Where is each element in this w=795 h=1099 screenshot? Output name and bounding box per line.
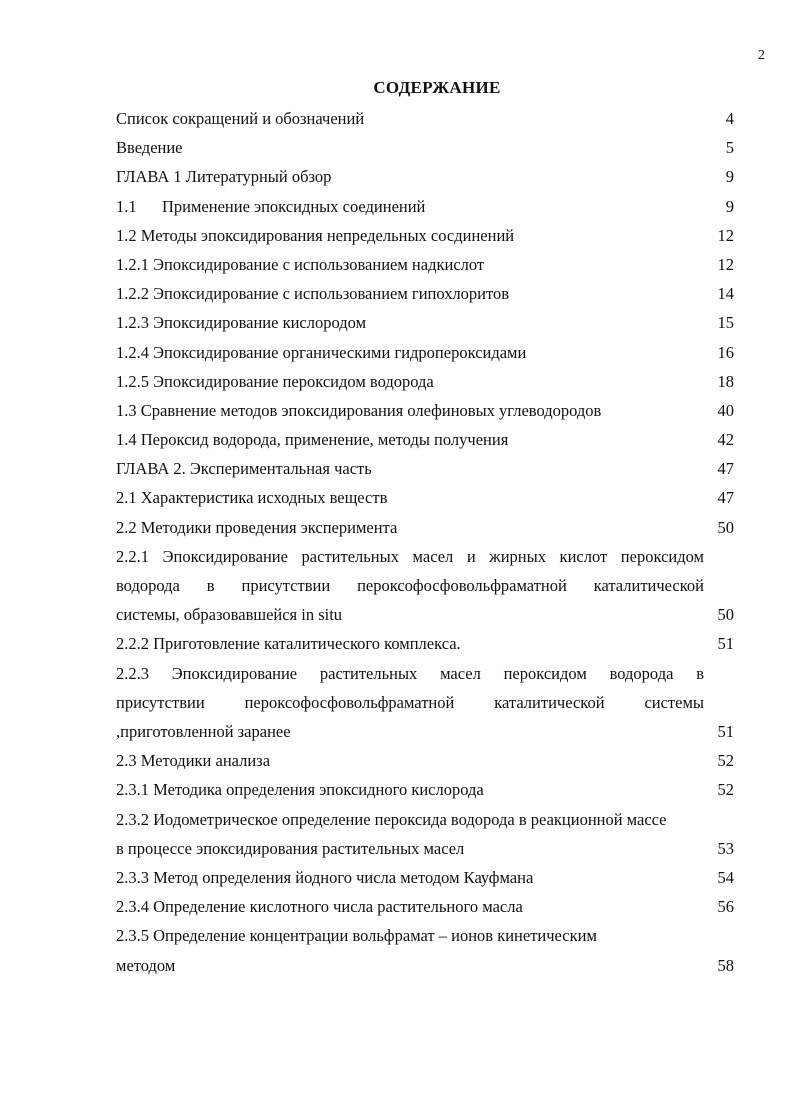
table-of-contents xyxy=(116,104,740,980)
toc-entry-2-3-2 xyxy=(116,805,740,863)
toc-entry-line: 2.3.2 Иодометрическое определение пероксида водорода в реакционной массе xyxy=(116,809,667,829)
toc-entry: 1.1 Применение эпоксидных соединений 9 xyxy=(116,196,734,216)
toc-entry-line: 2.2.3 Эпоксидирование растительных масел пероксидом водорода в xyxy=(116,663,704,683)
toc-title: СОДЕРЖАНИЕ xyxy=(373,78,501,97)
toc-entry-line: водорода в присутствии пероксофосфовольфраматной каталитической xyxy=(116,576,704,596)
toc-entry: Введение 5 xyxy=(116,138,734,158)
toc-entry: 1.2.2 Эпоксидирование с использованием гипохлоритов 14 xyxy=(116,284,734,304)
toc-entry: 2.3.4 Определение кислотного числа растительного масла 56 xyxy=(116,897,734,917)
toc-entry: 2.3 Методики анализа 52 xyxy=(116,751,734,771)
toc-entry: Список сокращений и обозначений 4 xyxy=(116,109,734,128)
toc-entry: 2.2.2 Приготовление каталитического комплекса. 51 xyxy=(116,634,734,654)
toc-entry: 1.2.5 Эпоксидирование пероксидом водорода 18 xyxy=(116,371,734,391)
toc-entry-line: ,приготовленной заранее 51 xyxy=(116,722,734,741)
toc-entry: 2.1 Характеристика исходных веществ 47 xyxy=(116,488,734,508)
toc-entry: 1.2.1 Эпоксидирование с использованием надкислот 12 xyxy=(116,254,734,274)
toc-entry-2-2-1 xyxy=(116,542,740,630)
toc-entry-2-2-3 xyxy=(116,659,740,747)
toc-entry-line: системы, образовавшейся in situ 50 xyxy=(116,605,734,625)
toc-entry: 2.2 Методики проведения эксперимента 50 xyxy=(116,517,734,537)
toc-entry: ГЛАВА 1 Литературный обзор 9 xyxy=(116,167,734,187)
toc-entry-line: методом 58 xyxy=(116,955,734,975)
toc-entry-line: 2.3.5 Определение концентрации вольфрамат – ионов кинетическим xyxy=(116,926,597,946)
toc-entry: 1.3 Сравнение методов эпоксидирования олефиновых углеводородов 40 xyxy=(116,400,734,420)
toc-entry: 1.4 Пероксид водорода, применение, методы получения 42 xyxy=(116,430,734,450)
page-number: 2 xyxy=(758,48,765,63)
toc-entry-line: 2.2.1 Эпоксидирование растительных масел и жирных кислот пероксидом xyxy=(116,546,704,566)
toc-entry: 1.2.3 Эпоксидирование кислородом 15 xyxy=(116,313,734,333)
toc-entry: 2.3.1 Методика определения эпоксидного кислорода 52 xyxy=(116,780,734,800)
toc-entry: ГЛАВА 2. Экспериментальная часть 47 xyxy=(116,459,734,479)
toc-entry: 2.3.3 Метод определения йодного числа методом Кауфмана 54 xyxy=(116,867,734,887)
toc-entry: 1.2.4 Эпоксидирование органическими гидропероксидами 16 xyxy=(116,342,734,362)
toc-entry: 1.2 Методы эпоксидирования непредельных сосдинений 12 xyxy=(116,225,734,245)
toc-entry-2-3-5 xyxy=(116,921,740,979)
toc-entry-line: присутствии пероксофосфовольфраматной каталитической системы xyxy=(116,692,704,712)
toc-entry-line: в процессе эпоксидирования растительных масел 53 xyxy=(116,838,734,858)
